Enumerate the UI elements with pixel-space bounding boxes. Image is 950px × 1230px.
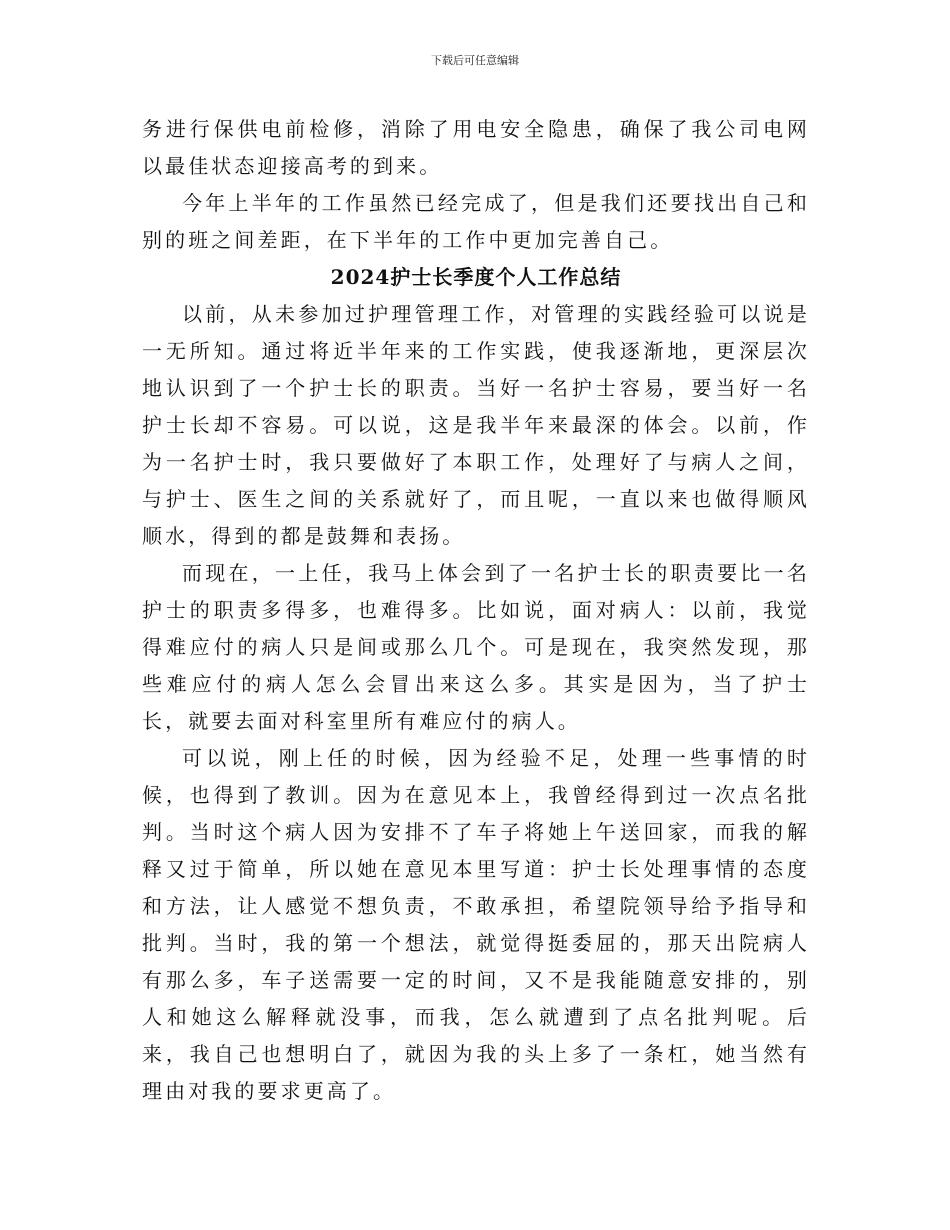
paragraph: 可以说，刚上任的时候，因为经验不足，处理一些事情的时候，也得到了教训。因为在意见本上，我曾经得到过一次点名批判。当时这个病人因为安排不了车子将她上午送回家，而我的解释又过于简单，所以她在意见本里写道：护士长处理事情的态度和方法，让人感觉不想负责，不敢承担，希望院领导给予指导和批判。当时，我的第一个想法，就觉得挺委屈的，那天出院病人有那么多，车子送需要一定的时间，又不是我能随意安排的，别人和她这么解释就没事，而我，怎么就遭到了点名批判呢。后来，我自己也想明白了，就因为我的头上多了一条杠，她当然有理由对我的要求更高了。 (142, 746, 810, 1103)
paragraph: 以前，从未参加过护理管理工作，对管理的实践经验可以说是一无所知。通过将近半年来的工作实践，使我逐渐地，更深层次地认识到了一个护士长的职责。当好一名护士容易，要当好一名护士长却不容易。可以说，这是我半年来最深的体会。以前，作为一名护士时，我只要做好了本职工作，处理好了与病人之间，与护士、医生之间的关系就好了，而且呢，一直以来也做得顺风顺水，得到的都是鼓舞和表扬。 (142, 302, 810, 548)
paragraph: 而现在，一上任，我马上体会到了一名护士长的职责要比一名护士的职责多得多，也难得多。比如说，面对病人：以前，我觉得难应付的病人只是间或那么几个。可是现在，我突然发现，那些难应付的病人怎么会冒出来这么多。其实是因为，当了护士长，就要去面对科室里所有难应付的病人。 (142, 561, 810, 733)
paragraph-continued: 务进行保供电前检修，消除了用电安全隐患，确保了我公司电网以最佳状态迎接高考的到来。 (142, 117, 810, 178)
document-body (142, 111, 810, 1110)
page-header: 下载后可任意编辑 (431, 54, 519, 67)
paragraph: 今年上半年的工作虽然已经完成了，但是我们还要找出自己和别的班之间差距，在下半年的工作中更加完善自己。 (142, 191, 810, 252)
section-title: 2024护士长季度个人工作总结 (330, 265, 622, 289)
